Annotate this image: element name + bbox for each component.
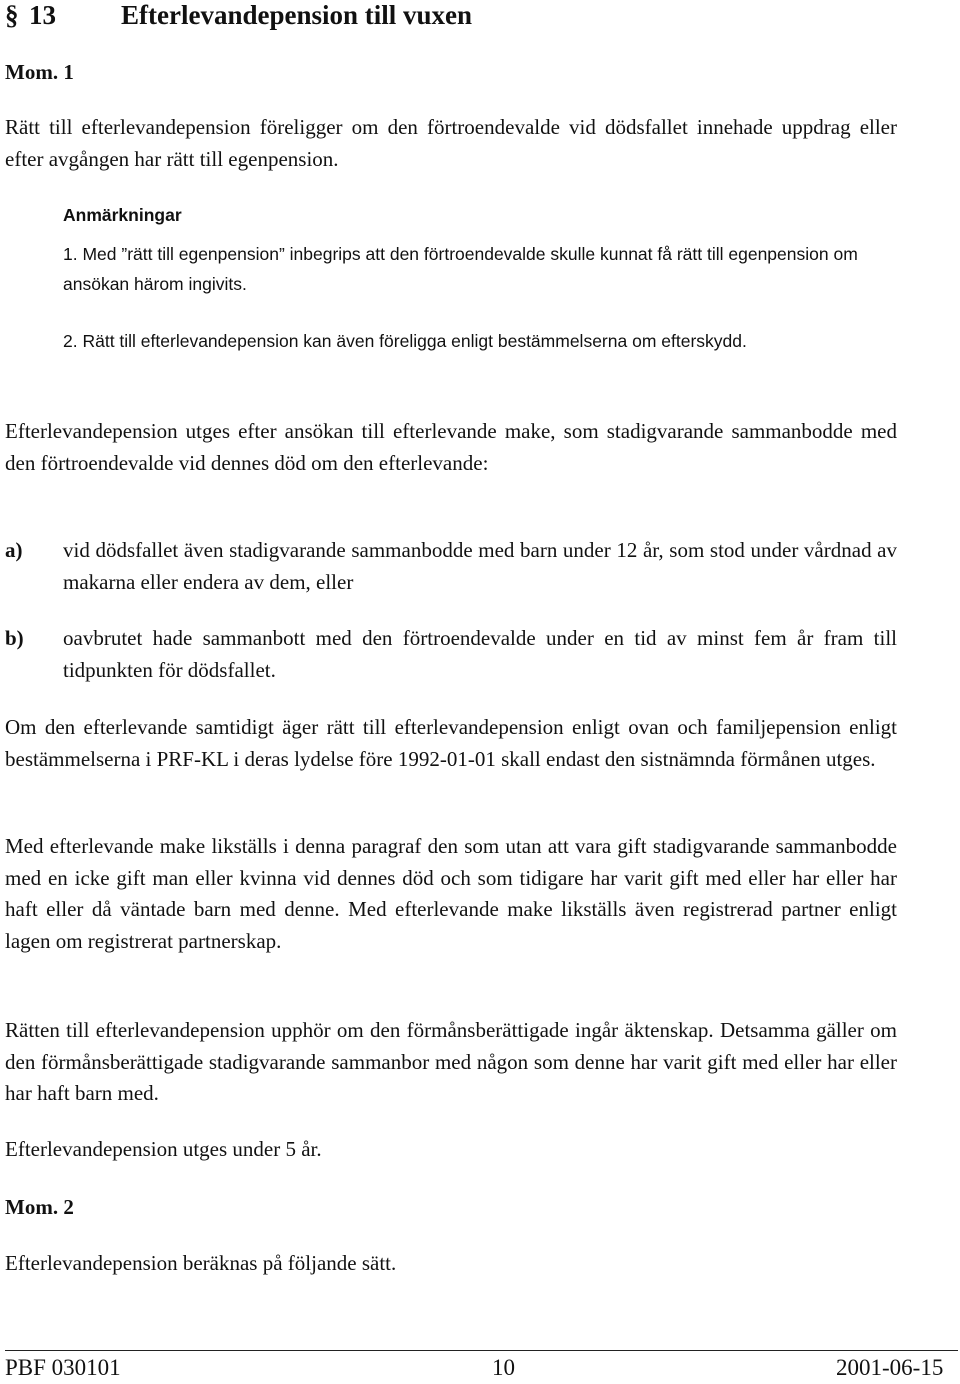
remark-item-1: 1. Med ”rätt till egenpension” inbegrips att den förtroendevalde skulle kunnat få rätt till egenpension om ansökan härom ingivits.: [63, 244, 858, 294]
section-title: Efterlevandepension till vuxen: [121, 0, 473, 30]
list-item-b: [5, 623, 897, 687]
list-item-a: [5, 535, 897, 599]
section-number: 13: [29, 0, 56, 30]
paragraph-cohabitant: Med efterlevande make likställs i denna paragraf den som utan att vara gift stadigvarande sammanbodde med en icke gift man eller kvinna vid dennes död och som tidigare har varit gift med eller har eller har haft eller då väntade barn med denne. Med efterlevande make likställs även registrerad partner enligt lagen om registrerat partnerskap.: [5, 834, 897, 953]
list-label: a): [5, 538, 23, 562]
mom-1-heading: Mom. 1: [5, 60, 74, 84]
paragraph-termination: Rätten till efterlevandepension upphör om den förmånsberättigade ingår äktenskap. Detsamma gäller om den förmånsberättigade stadigvarande sammanbor med någon som denne har varit gift med eller har eller har haft barn med.: [5, 1018, 897, 1105]
footer-divider: [5, 1350, 958, 1351]
paragraph-survivor-conditions: Efterlevandepension utges efter ansökan till efterlevande make, som stadigvarande sammanbodde med den förtroendevalde vid dennes död om den efterlevande:: [5, 419, 897, 475]
footer-page-number: 10: [492, 1355, 515, 1380]
paragraph-eligibility: Rätt till efterlevandepension föreligger om den förtroendevalde vid dödsfallet innehade uppdrag eller efter avgången har rätt till egenpension.: [5, 115, 897, 171]
mom-2-heading: Mom. 2: [5, 1195, 74, 1219]
paragraph-duration: Efterlevandepension utges under 5 år.: [5, 1137, 322, 1161]
section-symbol: §: [5, 0, 19, 30]
list-label: b): [5, 626, 24, 650]
paragraph-calculation: Efterlevandepension beräknas på följande sätt.: [5, 1251, 397, 1275]
list-text: oavbrutet hade sammanbott med den förtroendevalde under en tid av minst fem år fram till tidpunkten för dödsfallet.: [63, 626, 897, 682]
footer-date: 2001-06-15: [836, 1355, 944, 1380]
footer-doc-id: PBF 030101: [5, 1355, 121, 1380]
paragraph-family-pension: Om den efterlevande samtidigt äger rätt till efterlevandepension enligt ovan och familjepension enligt bestämmelserna i PRF-KL i deras lydelse före 1992-01-01 skall endast den sistnämnda förmånen utges.: [5, 715, 897, 771]
remarks-title: Anmärkningar: [63, 205, 182, 225]
remark-item-2: 2. Rätt till efterlevandepension kan även föreligga enligt bestämmelserna om efterskydd.: [63, 331, 747, 351]
list-text: vid dödsfallet även stadigvarande sammanbodde med barn under 12 år, som stod under vårdnad av makarna eller endera av dem, eller: [63, 538, 897, 594]
